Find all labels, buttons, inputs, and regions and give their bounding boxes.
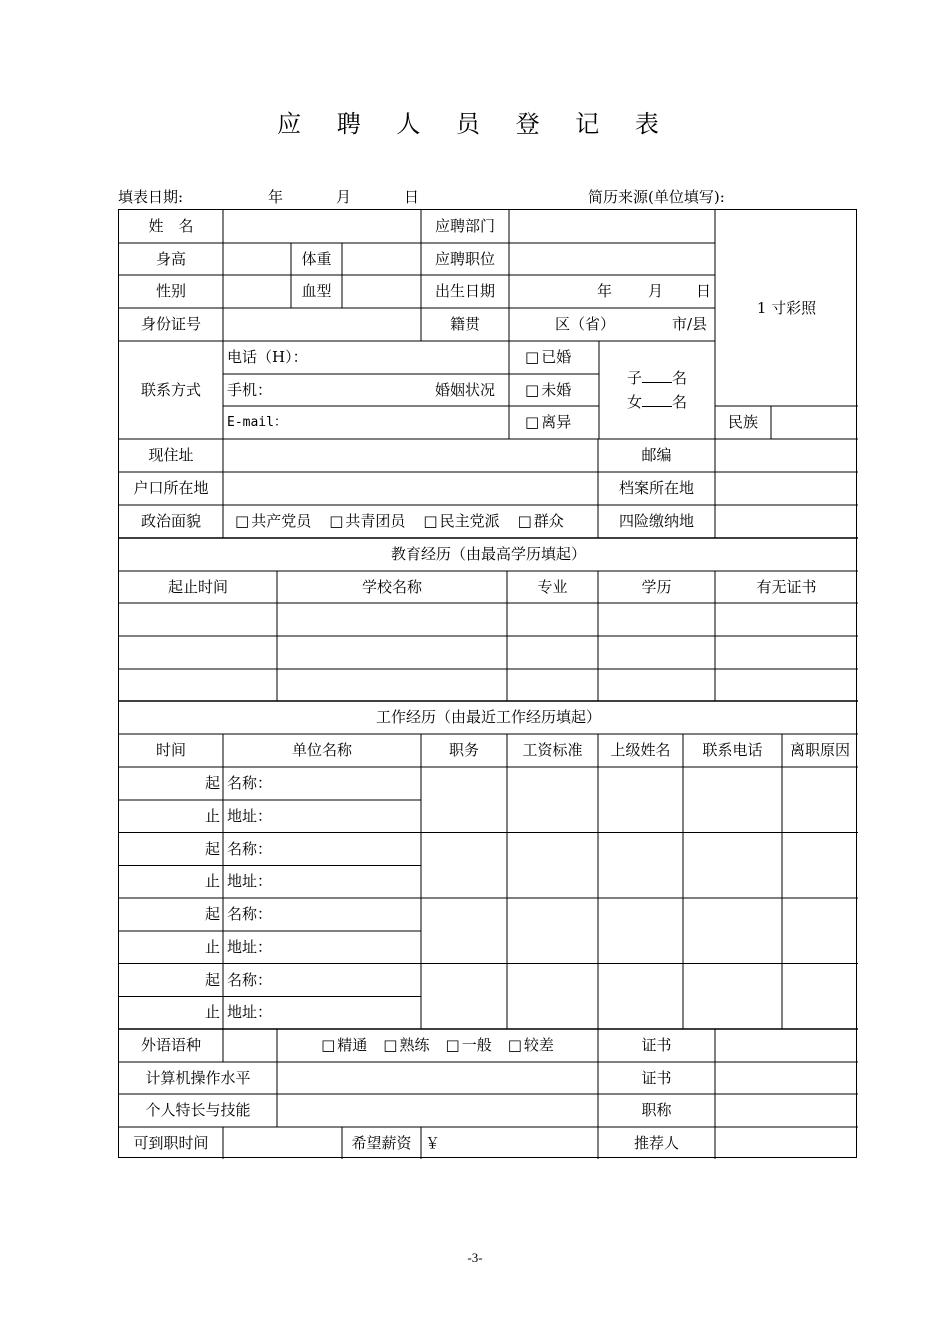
label-birth-date: 出生日期 [434,282,495,300]
fill-date-day: 日 [404,188,420,206]
birth-year-label: 年 [597,282,613,300]
input-title-rank[interactable] [715,1094,858,1127]
input-weight[interactable] [342,243,421,275]
work-1-supervisor[interactable] [598,767,683,832]
label-computer: 计算机操作水平 [145,1068,251,1087]
work-header-time: 时间 [155,741,186,759]
work-4-phone[interactable] [683,964,782,1029]
label-language: 外语语种 [140,1036,201,1054]
label-political: 政治面貌 [140,512,201,530]
label-gender: 性别 [155,282,186,300]
work-1-start[interactable]: 起 [204,774,220,792]
label-ethnicity: 民族 [727,413,758,431]
work-2-company-address[interactable]: 地址： [227,872,273,890]
edu-row-3-certificate[interactable] [715,669,858,701]
input-gender[interactable] [223,275,291,308]
work-3-end[interactable]: 止 [204,937,220,956]
photo-box[interactable]: 1 寸彩照 [756,298,817,317]
resume-source-label: 简历来源(单位填写): [588,188,725,206]
label-computer-certificate: 证书 [641,1068,672,1087]
work-3-start[interactable]: 起 [204,905,220,923]
input-native-place[interactable] [509,308,715,341]
input-available-date[interactable] [223,1127,342,1159]
input-blood-type[interactable] [342,275,421,308]
son-unit: 名 [672,369,688,387]
work-1-end[interactable]: 止 [204,806,220,825]
education-section-title: 教育经历（由最高学历填起） [390,545,586,563]
input-phone-home[interactable]: 电话（H）： [227,348,308,366]
label-language-certificate: 证书 [641,1036,672,1054]
work-4-supervisor[interactable] [598,964,683,1029]
fill-date-label: 填表日期: [118,188,184,206]
input-height[interactable] [223,243,291,275]
city-label: 市/县 [672,315,708,333]
work-3-supervisor[interactable] [598,898,683,963]
checkbox-unmarried[interactable] [509,374,599,406]
work-2-title[interactable] [421,833,507,898]
daughter-label: 女 [626,393,642,411]
page-number: -3- [467,1250,483,1265]
input-hukou[interactable] [223,472,598,505]
edu-row-2-certificate[interactable] [715,636,858,668]
label-position: 应聘职位 [434,249,495,268]
work-header-title: 职务 [448,741,479,759]
edu-row-2-degree[interactable] [598,636,715,668]
label-weight: 体重 [301,249,332,268]
label-title-rank: 职称 [641,1101,672,1119]
work-1-company-name[interactable]: 名称： [227,774,273,792]
work-2-supervisor[interactable] [598,833,683,898]
work-1-company-address[interactable]: 地址： [227,806,273,825]
label-postcode: 邮编 [641,446,672,464]
edu-header-period: 起止时间 [167,577,228,596]
label-native-place: 籍贯 [449,315,480,333]
option-proficient[interactable]: □ 精通 [321,1038,367,1053]
edu-row-3-major[interactable] [507,669,598,701]
label-dept: 应聘部门 [434,217,495,235]
edu-row-2-major[interactable] [507,636,598,668]
input-archive[interactable] [715,472,858,505]
checkbox-married[interactable] [509,341,599,374]
edu-row-3-degree[interactable] [598,669,715,701]
label-contact: 联系方式 [140,380,201,399]
edu-header-major: 专业 [537,577,568,596]
label-id-number: 身份证号 [140,315,201,333]
work-3-salary[interactable] [507,898,598,963]
edu-row-2-school[interactable] [277,636,507,668]
work-3-leave-reason[interactable] [782,898,858,963]
option-democratic-party[interactable]: □ 民主党派 [423,514,499,529]
input-language[interactable] [223,1029,277,1062]
input-insurance[interactable] [715,505,858,538]
label-salary: 希望薪资 [351,1133,412,1152]
input-address[interactable] [223,439,598,472]
label-insurance: 四险缴纳地 [618,512,694,530]
birth-day-label: 日 [696,282,712,300]
work-header-leave-reason: 离职原因 [789,741,850,759]
edu-row-1-major[interactable] [507,603,598,635]
input-mobile[interactable]: 手机： [227,380,273,399]
input-id-number[interactable] [223,308,421,341]
label-blood-type: 血型 [301,282,332,300]
work-4-leave-reason[interactable] [782,964,858,1029]
edu-header-certificate: 有无证书 [756,577,817,596]
daughter-unit: 名 [672,393,688,411]
work-4-title[interactable] [421,964,507,1029]
edu-header-degree: 学历 [641,577,672,596]
option-party-member[interactable]: □ 共产党员 [235,514,311,529]
son-label: 子 [626,369,642,387]
work-4-end[interactable]: 止 [204,1003,220,1021]
edu-row-1-degree[interactable] [598,603,715,635]
work-2-end[interactable]: 止 [204,872,220,890]
work-1-phone[interactable] [683,767,782,832]
option-unmarried: □ 未婚 [525,383,571,398]
label-height: 身高 [155,249,186,268]
work-4-start[interactable]: 起 [204,970,220,989]
work-2-company-name[interactable]: 名称： [227,839,273,858]
work-4-company-name[interactable]: 名称： [227,970,273,989]
input-referrer[interactable] [715,1127,858,1159]
option-league-member[interactable]: □ 共青团员 [329,514,405,529]
edu-row-3-period[interactable] [119,669,277,701]
registration-form [118,209,857,1158]
birth-month-label: 月 [648,282,664,300]
label-hukou: 户口所在地 [133,479,209,497]
political-options [223,505,598,538]
page-title: 应 聘 人 员 登 记 表 [277,110,673,138]
work-4-company-address[interactable]: 地址： [227,1003,273,1021]
work-3-title[interactable] [421,898,507,963]
fill-date-month: 月 [336,188,352,206]
work-3-phone[interactable] [683,898,782,963]
option-divorced: □ 离异 [525,415,571,430]
edu-row-2-period[interactable] [119,636,277,668]
input-birth-date[interactable] [509,275,715,308]
option-skilled[interactable]: □ 熟练 [383,1038,429,1053]
language-level-options [277,1029,598,1062]
edu-row-1-certificate[interactable] [715,603,858,635]
edu-header-school: 学校名称 [361,577,422,596]
work-3-company-address[interactable]: 地址： [227,937,273,956]
province-label: 区（省） [555,315,616,333]
work-header-company: 单位名称 [291,741,352,759]
label-address: 现住址 [148,446,194,464]
work-2-phone[interactable] [683,833,782,898]
work-3-company-name[interactable]: 名称： [227,905,273,923]
input-postcode[interactable] [715,439,858,472]
edu-row-1-school[interactable] [277,603,507,635]
input-ethnicity[interactable] [771,406,858,439]
work-4-salary[interactable] [507,964,598,1029]
label-specialty: 个人特长与技能 [145,1101,251,1119]
input-language-certificate[interactable] [715,1029,858,1062]
option-married: □ 已婚 [525,350,571,365]
input-salary[interactable]: ￥ [425,1133,441,1152]
label-archive: 档案所在地 [618,479,694,497]
fill-date-year: 年 [268,188,284,206]
work-1-title[interactable] [421,767,507,832]
edu-row-1-period[interactable] [119,603,277,635]
edu-row-3-school[interactable] [277,669,507,701]
work-2-salary[interactable] [507,833,598,898]
input-name[interactable] [223,210,421,243]
option-poor[interactable]: □ 较差 [508,1038,554,1053]
input-computer[interactable] [277,1062,598,1094]
label-available-date: 可到职时间 [133,1133,209,1152]
work-1-salary[interactable] [507,767,598,832]
work-2-leave-reason[interactable] [782,833,858,898]
label-name: 姓 名 [148,217,194,235]
work-section-title: 工作经历（由最近工作经历填起） [375,708,601,726]
input-dept[interactable] [509,210,715,243]
work-header-salary: 工资标准 [522,741,583,759]
checkbox-divorced[interactable] [509,406,599,439]
label-referrer: 推荐人 [633,1133,679,1152]
input-email[interactable]: E-mail： [227,415,287,430]
input-position[interactable] [509,243,715,275]
option-average[interactable]: □ 一般 [446,1038,492,1053]
option-masses[interactable]: □ 群众 [518,514,564,529]
input-specialty[interactable] [277,1094,598,1127]
work-header-phone: 联系电话 [702,741,763,759]
label-marital: 婚姻状况 [434,380,495,399]
input-computer-certificate[interactable] [715,1062,858,1094]
children-count[interactable] [599,341,715,439]
work-2-start[interactable]: 起 [204,839,220,858]
work-header-supervisor: 上级姓名 [610,741,671,759]
work-1-leave-reason[interactable] [782,767,858,832]
